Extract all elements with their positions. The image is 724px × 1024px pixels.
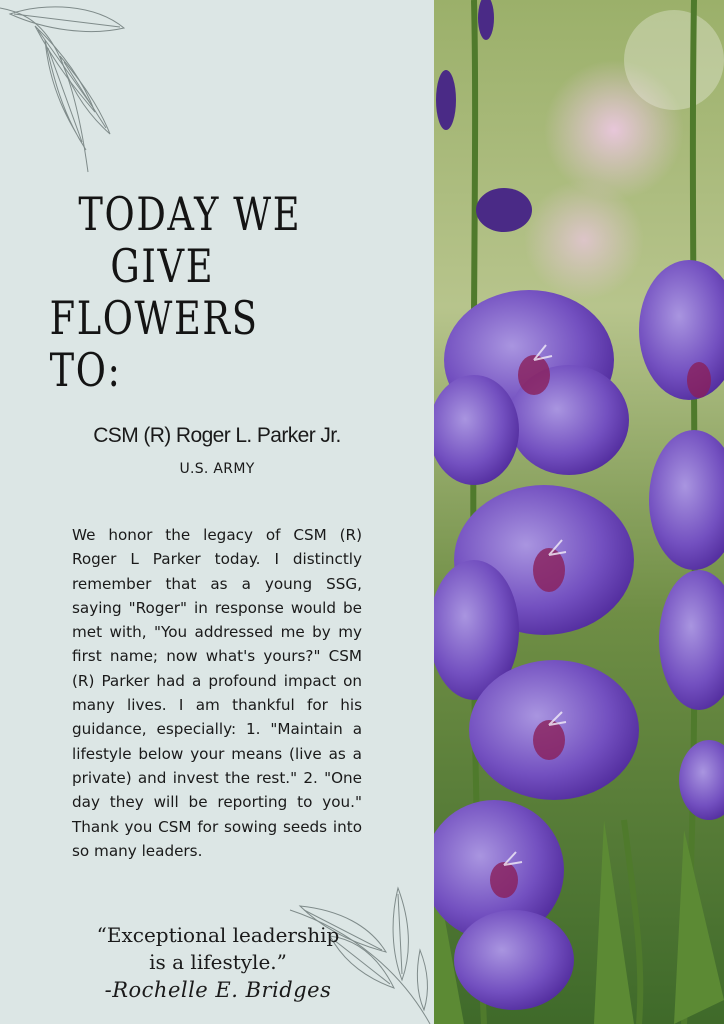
gladiolus-flower-photo [434, 0, 724, 1024]
quote-line-1: “Exceptional leadership [96, 923, 340, 947]
honoree-name: CSM (R) Roger L. Parker Jr. [93, 424, 341, 447]
honoree-branch: U.S. ARMY [179, 461, 255, 477]
headline-line-1: TODAY WE [78, 187, 302, 241]
quote [60, 922, 376, 976]
tribute-text: We honor the legacy of CSM (R) Roger L Parker today. I distinctly remember that as a young SSG, saying "Roger" in response would be met with, "You addressed me by my first name; now what's yours?" CSM (R) Parker had a profound impact on many lives. I am thankful for his guidance, especially: 1. "Maintain a lifestyle below your means (live as a private) and invest the rest." 2. "One day they will be reporting to you." Thank you CSM for sowing seeds into so many leaders. [72, 526, 362, 860]
signature: -Rochelle E. Bridges [104, 978, 332, 1002]
gladiolus-illustration [434, 0, 724, 1024]
headline-line-2: GIVE [110, 239, 215, 293]
leaf-sprig-top-icon [0, 0, 150, 180]
headline-line-3: FLOWERS TO: [49, 291, 259, 397]
headline [40, 188, 328, 396]
quote-line-2: is a lifestyle.” [149, 950, 287, 974]
